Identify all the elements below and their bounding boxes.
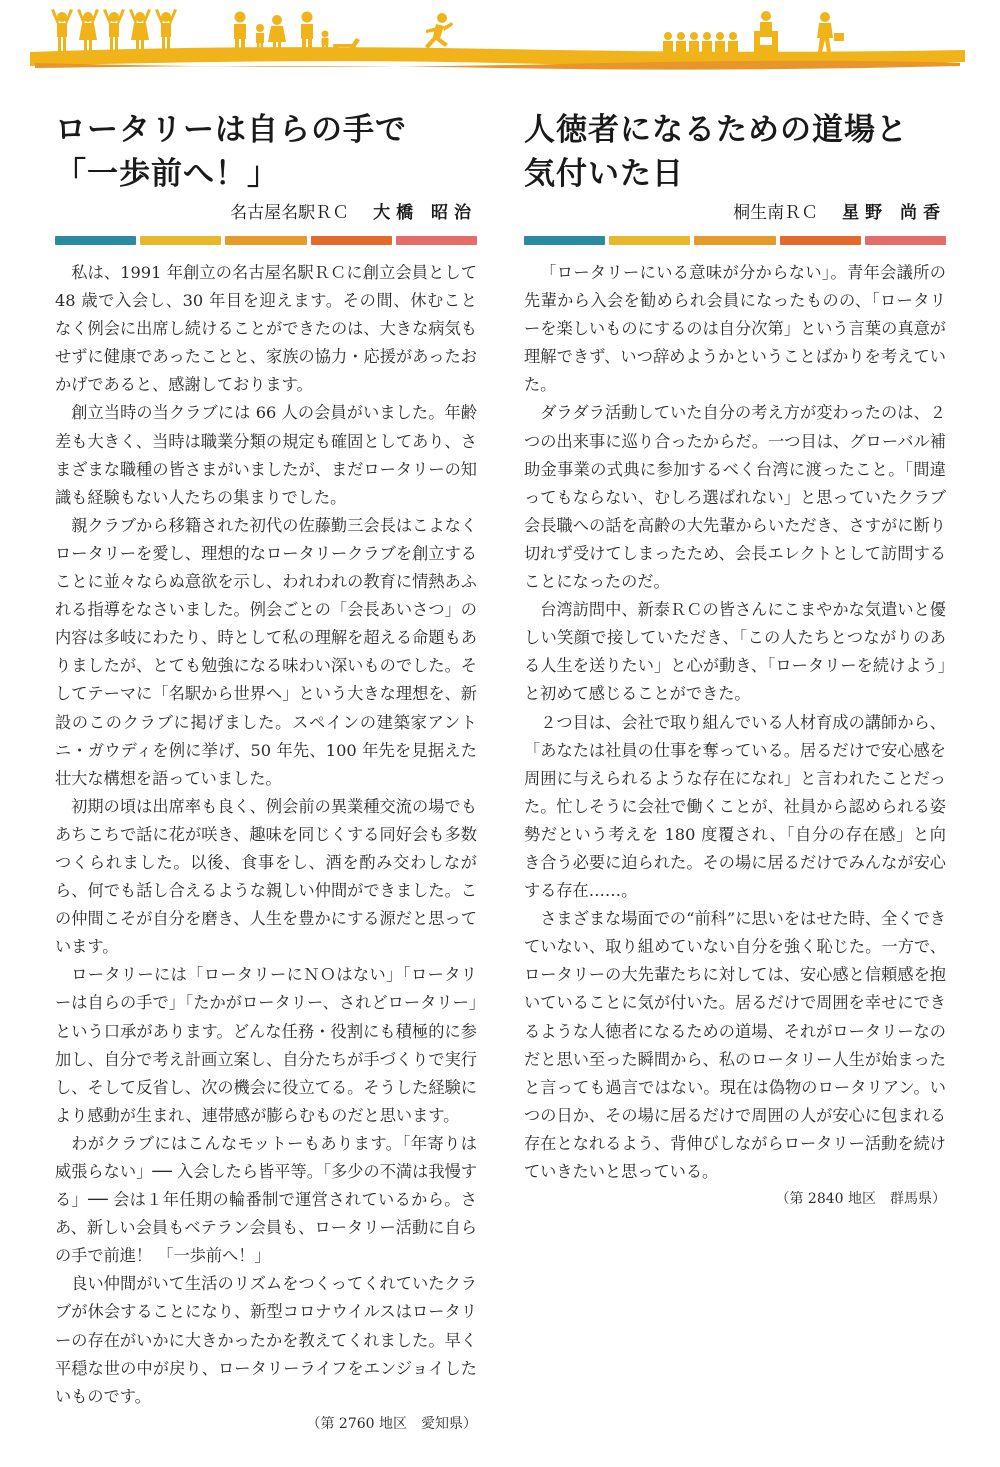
- left-title-line2: 「一歩前へ！」: [55, 156, 279, 192]
- left-article-title: [55, 108, 477, 196]
- paragraph: 私は、1991 年創立の名古屋名駅ＲＣに創立会員として 48 歳で入会し、30 年目を迎えます。その間、休むことなく例会に出席し続けることができたのは、大きな病気もせずに健康であったことと、家族の協力・応援があったおかげであると、感謝しております。: [55, 263, 477, 395]
- stripe-segment: [140, 236, 221, 245]
- right-byline: [524, 200, 946, 226]
- family-icon: [234, 12, 360, 53]
- stripe-segment: [609, 236, 690, 245]
- left-article-body: [55, 259, 477, 1411]
- left-district-note: （第 2760 地区 愛知県）: [306, 1415, 477, 1432]
- paragraph: 初期の頃は出席率も良く、例会前の異業種交流の場でもあちこちで話に花が咲き、趣味を同じくする同好会も多数つくられました。以後、食事をし、酒を酌み交わしながら、何でも話し合えるような親しい仲間ができました。この仲間こそが自分を磨き、人生を豊かにする源だと思っています。: [55, 796, 477, 957]
- paragraph: 創立当時の当クラブには 66 人の会員がいました。年齢差も大きく、当時は職業分類の規定も確固としてあり、さまざまな職種の皆さまがいましたが、まだロータリーの知識も経験もない人たちの集まりでした。: [55, 403, 477, 507]
- people-celebrating-icon: [51, 9, 177, 51]
- stripe-segment: [865, 236, 946, 245]
- right-title-line1: 人徳者になるための道場と: [524, 112, 908, 148]
- stripe-segment: [225, 236, 306, 245]
- paragraph: ダラダラ活動していた自分の考え方が変わったのは、２つの出来事に巡り合ったからだ。一つ目は、グローバル補助金事業の式典に参加するべく台湾に渡ったこと。「間違ってもならない、むしろ選ばれない」と思っていたクラブ会長職への話を高齢の大先輩からいただき、さすがに断り切れず受けてしまったため、会長エレクトとして訪問することになったのだ。: [524, 403, 946, 592]
- header-banner: [0, 0, 1000, 80]
- left-byline: [55, 200, 477, 226]
- right-club-name: 桐生南ＲＣ: [733, 203, 819, 223]
- stripe-segment: [524, 236, 605, 245]
- right-author-name: 星野 尚香: [842, 203, 946, 223]
- paragraph: 台湾訪問中、新泰ＲＣの皆さんにこまやかな気遣いと優しい笑顔で接していただき、「この人たちとつながりのある人生を送りたい」と心が動き、「ロータリーを続けよう」と初めて感じることができた。: [524, 600, 946, 704]
- paragraph: ２つ目は、会社で取り組んでいる人材育成の講師から、「あなたは社員の仕事を奪っている。居るだけで安心感を周囲に与えられるような存在になれ」と言われたことだった。忙しそうに会社で働くことが、社員から認められる姿勢だという考えを 180 度覆され、「自分の存在感」と向き合う必要に迫られた。その場に居るだけでみんなが安心する存在……。: [524, 712, 946, 901]
- speaker-podium-icon: [754, 11, 778, 52]
- stripe-segment: [396, 236, 477, 245]
- paragraph: わがクラブにはこんなモットーもあります。「年寄りは威張らない」── 入会したら皆平等。「多少の不満は我慢する」── 会は１年任期の輪番制で運営されているから。さあ、新しい会員もベテラン会員も、ロータリー活動に自らの手で前進！ 「一歩前へ！」: [55, 1133, 477, 1266]
- paragraph: 親クラブから移籍された初代の佐藤勤三会長はこよなくロータリーを愛し、理想的なロータリークラブを創立することに並々ならぬ意欲を示し、われわれの教育に情熱あふれる指導をなさいました。例会ごとの「会長あいさつ」の内容は多岐にわたり、時として私の理解を超える命題もありましたが、とても勉強になる味わい深いものでした。そしてテーマに「名駅から世界へ」という大きな理想を、新設のこのクラブに掲げました。スペインの建築家アントニ・ガウディを例に挙げ、50 年先、100 年先を見据えた壮大な構想を語っていました。: [55, 515, 477, 788]
- left-article: [55, 108, 477, 1435]
- left-author-name: 大橋 昭治: [373, 203, 477, 223]
- left-club-name: 名古屋名駅ＲＣ: [230, 203, 350, 223]
- right-article-body: [524, 259, 946, 1186]
- stripe-segment: [780, 236, 861, 245]
- right-title-line2: 気付いた日: [524, 156, 684, 192]
- banner-graphic: [0, 0, 1000, 80]
- stripe-segment: [55, 236, 136, 245]
- right-article-title: [524, 108, 946, 196]
- runner-icon: [425, 13, 453, 49]
- businessman-walking-icon: [817, 12, 844, 52]
- right-color-stripe: [524, 236, 946, 245]
- left-color-stripe: [55, 236, 477, 245]
- paragraph: ロータリーには「ロータリーにＮＯはない」「ロータリーは自らの手で」「たかがロータリー、されどロータリー」という口承があります。どんな任務・役割にも積極的に参加し、自分で考え計画立案し、自分たちが手づくりで実行し、そして反省し、次の機会に役立てる。そうした経験により感動が生まれ、連帯感が膨らむものだと思います。: [55, 965, 477, 1125]
- stripe-segment: [311, 236, 392, 245]
- audience-icon: [663, 32, 738, 52]
- paragraph: 良い仲間がいて生活のリズムをつくってくれていたクラブが休会することになり、新型コロナウイルスはロータリーの存在がいかに大きかったかを教えてくれました。早く平穏な世の中が戻り、ロータリーライフをエンジョイしたいものです。: [55, 1274, 477, 1406]
- paragraph: さまざまな場面での“前科”に思いをはせた時、全くできていない、取り組めていない自分を強く恥じた。一方で、ロータリーの大先輩たちに対しては、安心感と信頼感を抱いていることに気が付いた。居るだけで周囲を幸せにできるような人徳者になるための道場、それがロータリーなのだと思い至った瞬間から、私のロータリー人生が始まったと言っても過言ではない。現在は偽物のロータリアン。いつの日か、その場に居るだけで周囲の人が安心に包まれる存在となれるよう、背伸びしながらロータリー活動を続けていきたいと思っている。: [524, 909, 946, 1181]
- stripe-segment: [694, 236, 775, 245]
- paragraph: 「ロータリーにいる意味が分からない」。青年会議所の先輩から入会を勧められ会員になったものの、「ロータリーを楽しいものにするのは自分次第」という言葉の真意が理解できず、いつ辞めようかということばかりを考えていた。: [524, 263, 946, 395]
- left-title-line1: ロータリーは自らの手で: [55, 112, 407, 148]
- right-district-note: （第 2840 地区 群馬県）: [775, 1191, 946, 1208]
- right-article: [524, 108, 946, 1210]
